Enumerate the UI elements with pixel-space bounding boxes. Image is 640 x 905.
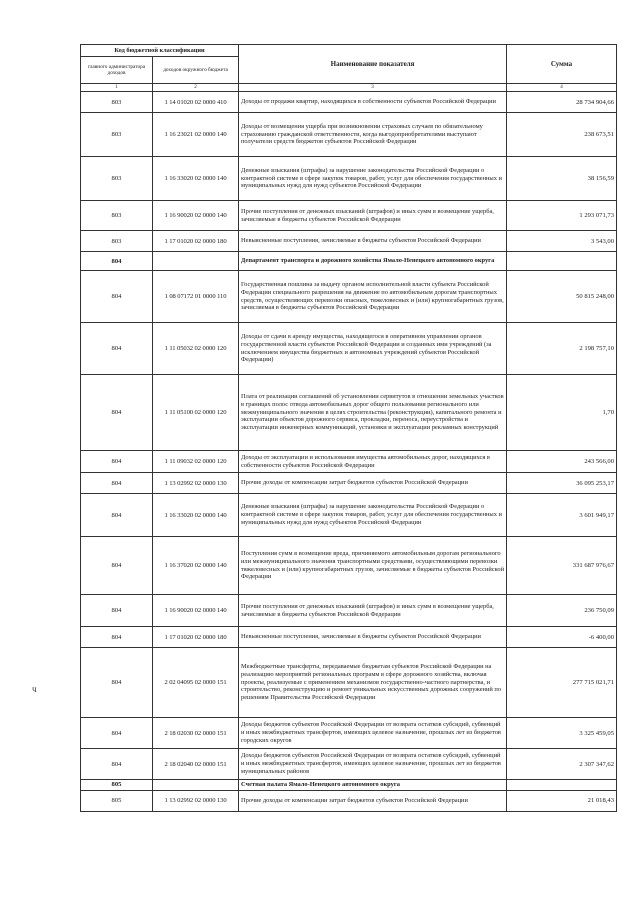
table-row [81,271,617,323]
indicator-name-cell: Денежные взыскания (штрафы) за нарушение законодательства Российской Федерации о контрактной системе в сфере закупок товаров, работ, услуг для обеспечения государственных и муниципальных нужд для нужд субъектов Российской Федерации [239,157,507,201]
indicator-name-cell: Плата от реализации соглашений об установлении сервитутов в отношении земельных участков в границах полос отвода автомобильных дорог общего пользования регионального или межмуниципального значения в целях строительства (реконструкции), капитального ремонта и эксплуатации объектов дорожного сервиса, прокладки, переноса, переустройства и эксплуатации инженерных коммуникаций, установки и эксплуатации рекламных конструкций [239,375,507,451]
indicator-name-cell: Прочие доходы от компенсации затрат бюджетов субъектов Российской Федерации [239,473,507,494]
indicator-name-cell: Доходы бюджетов субъектов Российской Федерации от возврата остатков субсидий, субвенций и иных межбюджетных трансфертов, имеющих целевое назначение, прошлых лет из бюджетов муниципальных районов [239,749,507,780]
administrator-code-cell: 804 [81,375,153,451]
indicator-name-cell: Департамент транспорта и дорожного хозяйства Ямало-Ненецкого автономного округа [239,252,507,271]
table-row [81,92,617,113]
table-row [81,648,617,718]
amount-cell: 331 687 976,67 [507,537,617,595]
indicator-name-cell: Счетная палата Ямало-Ненецкого автономного округа [239,780,507,791]
administrator-code-cell: 804 [81,473,153,494]
table-row [81,537,617,595]
table-row [81,323,617,375]
revenue-code-cell: 1 08 07172 01 0000 110 [153,271,239,323]
section-header-row [81,780,617,791]
indicator-name-cell: Доходы бюджетов субъектов Российской Федерации от возврата остатков субсидий, субвенций и иных межбюджетных трансфертов, имеющих целевое назначение, прошлых лет из бюджетов городских округов [239,718,507,749]
administrator-code-cell: 803 [81,231,153,252]
revenue-code-cell [153,252,239,271]
indicator-name-cell: Невыясненные поступления, зачисляемые в бюджеты субъектов Российской Федерации [239,231,507,252]
administrator-code-cell: 805 [81,780,153,791]
amount-cell: 2 307 347,62 [507,749,617,780]
table-row [81,749,617,780]
revenue-code-cell: 1 16 23021 02 0000 140 [153,113,239,157]
indicator-name-cell: Прочие поступления от денежных взысканий (штрафов) и иных сумм в возмещение ущерба, зачисляемые в бюджеты субъектов Российской Федерации [239,595,507,627]
administrator-code-cell: 803 [81,201,153,231]
table-row [81,451,617,473]
revenue-code-cell: 1 16 33020 02 0000 140 [153,494,239,537]
amount-cell: 21 018,43 [507,790,617,811]
table-row [81,790,617,811]
amount-cell: 1 293 071,73 [507,201,617,231]
budget-classification-group-header: Код бюджетной классификации [81,45,239,57]
revenue-code-cell: 1 11 09032 02 0000 120 [153,451,239,473]
table-row [81,113,617,157]
table-body [81,92,617,812]
revenue-code-cell: 1 17 01020 02 0000 180 [153,231,239,252]
column-number: 3 [239,84,507,92]
amount-cell: 2 198 757,10 [507,323,617,375]
indicator-name-cell: Доходы от сдачи в аренду имущества, находящегося в оперативном управлении органов государственной власти субъектов Российской Федерации и созданных ими учреждений (за исключением имущества бюджетных и автономных учреждений субъектов Российской Федерации) [239,323,507,375]
table-row [81,718,617,749]
administrator-code-cell: 804 [81,627,153,648]
administrator-code-cell: 803 [81,92,153,113]
district-revenue-header: доходов окружного бюджета [153,57,239,84]
administrator-code-cell: 804 [81,494,153,537]
amount-cell: 38 156,59 [507,157,617,201]
table-row [81,157,617,201]
revenue-code-cell: 1 14 01020 02 0000 410 [153,92,239,113]
amount-cell: 36 095 253,17 [507,473,617,494]
column-number: 1 [81,84,153,92]
administrator-code-cell: 804 [81,252,153,271]
amount-cell [507,252,617,271]
administrator-code-cell: 804 [81,749,153,780]
revenue-code-cell: 1 13 02992 02 0000 130 [153,790,239,811]
amount-cell: 277 715 021,71 [507,648,617,718]
amount-header: Сумма [507,45,617,84]
amount-cell: 1,70 [507,375,617,451]
amount-cell: 28 734 904,66 [507,92,617,113]
revenue-code-cell: 2 02 04095 02 0000 151 [153,648,239,718]
administrator-code-cell: 805 [81,790,153,811]
amount-cell: -6 400,00 [507,627,617,648]
table-row [81,494,617,537]
indicator-name-cell: Межбюджетные трансферты, передаваемые бюджетам субъектов Российской Федерации на реализацию мероприятий региональных программ в сфере дорожного хозяйства, включая проекты, реализуемые с применением механизмов государственно-частного партнерства, и строительство, реконструкцию и ремонт уникальных искусственных дорожных сооружений по решениям Правительства Российской Федерации [239,648,507,718]
chief-administrator-header: главного администратора доходов [81,57,153,84]
column-number: 4 [507,84,617,92]
revenue-code-cell: 1 16 37020 02 0000 140 [153,537,239,595]
table-row [81,473,617,494]
administrator-code-cell: 804 [81,271,153,323]
table-row [81,375,617,451]
administrator-code-cell: 804 [81,323,153,375]
revenue-code-cell: 2 18 02040 02 0000 151 [153,749,239,780]
amount-cell: 3 601 949,17 [507,494,617,537]
revenue-code-cell: 1 17 01020 02 0000 180 [153,627,239,648]
amount-cell: 3 325 459,05 [507,718,617,749]
table-row [81,627,617,648]
indicator-name-cell: Доходы от возмещения ущерба при возникновении страховых случаев по обязательному страхованию гражданской ответственности, когда выгодоприобретателями выступают получатели средств бюджетов субъектов Российской Федерации [239,113,507,157]
administrator-code-cell: 803 [81,157,153,201]
amount-cell: 243 566,00 [507,451,617,473]
indicator-name-cell: Денежные взыскания (штрафы) за нарушение законодательства Российской Федерации о контрактной системе в сфере закупок товаров, работ, услуг для обеспечения государственных и муниципальных нужд для нужд субъектов Российской Федерации [239,494,507,537]
indicator-name-cell: Доходы от продажи квартир, находящихся в собственности субъектов Российской Федерации [239,92,507,113]
indicator-name-cell: Прочие доходы от компенсации затрат бюджетов субъектов Российской Федерации [239,790,507,811]
revenue-code-cell: 2 18 02030 02 0000 151 [153,718,239,749]
administrator-code-cell: 804 [81,537,153,595]
section-header-row [81,252,617,271]
column-number: 2 [153,84,239,92]
budget-revenue-table [80,44,617,812]
revenue-code-cell: 1 16 90020 02 0000 140 [153,201,239,231]
revenue-code-cell: 1 16 33020 02 0000 140 [153,157,239,201]
amount-cell: 238 673,51 [507,113,617,157]
indicator-name-cell: Поступления сумм в возмещение вреда, причиняемого автомобильным дорогам регионального или межмуниципального значения транспортными средствами, осуществляющими перевозки тяжеловесных и (или) крупногабаритных грузов, зачисляемые в бюджеты субъектов Российской Федерации [239,537,507,595]
margin-mark: ч [32,684,37,694]
amount-cell: 50 815 248,00 [507,271,617,323]
table-row [81,201,617,231]
revenue-code-cell: 1 11 05032 02 0000 120 [153,323,239,375]
table-row [81,231,617,252]
indicator-name-cell: Невыясненные поступления, зачисляемые в бюджеты субъектов Российской Федерации [239,627,507,648]
amount-cell: 236 750,09 [507,595,617,627]
administrator-code-cell: 803 [81,113,153,157]
budget-revenue-table-page [80,44,616,812]
amount-cell: 3 543,00 [507,231,617,252]
indicator-name-cell: Государственная пошлина за выдачу органом исполнительной власти субъекта Российской Федерации специального разрешения на движение по автомобильным дорогам транспортных средств, осуществляющих перевозки опасных, тяжеловесных и (или) крупногабаритных грузов, зачисляемая в бюджеты субъектов Российской Федерации [239,271,507,323]
revenue-code-cell [153,780,239,791]
revenue-code-cell: 1 13 02992 02 0000 130 [153,473,239,494]
administrator-code-cell: 804 [81,718,153,749]
indicator-name-cell: Доходы от эксплуатации и использования имущества автомобильных дорог, находящихся в собственности субъектов Российской Федерации [239,451,507,473]
administrator-code-cell: 804 [81,451,153,473]
indicator-name-cell: Прочие поступления от денежных взысканий (штрафов) и иных сумм в возмещение ущерба, зачисляемые в бюджеты субъектов Российской Федерации [239,201,507,231]
revenue-code-cell: 1 11 05100 02 0000 120 [153,375,239,451]
indicator-name-header: Наименование показателя [239,45,507,84]
administrator-code-cell: 804 [81,595,153,627]
table-row [81,595,617,627]
revenue-code-cell: 1 16 90020 02 0000 140 [153,595,239,627]
amount-cell [507,780,617,791]
administrator-code-cell: 804 [81,648,153,718]
